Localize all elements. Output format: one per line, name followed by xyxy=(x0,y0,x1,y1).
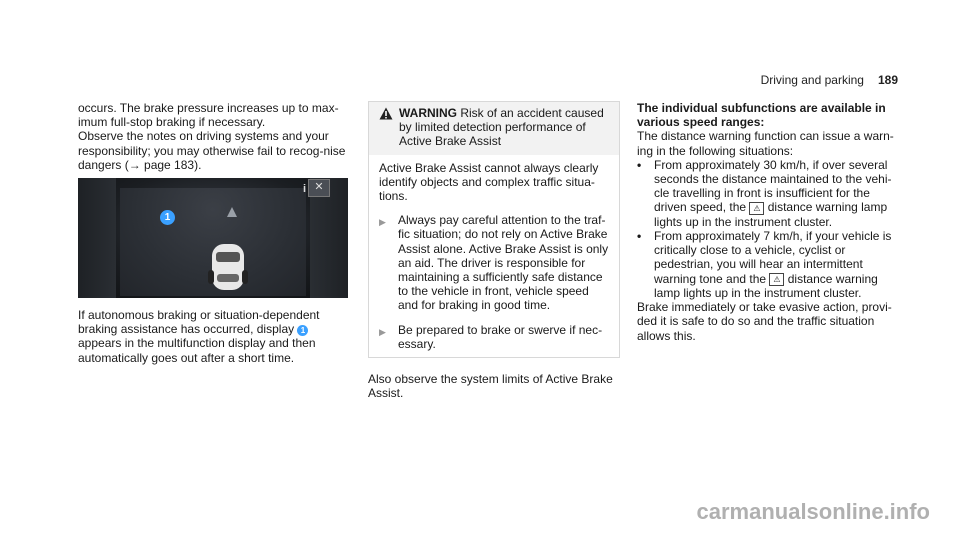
paragraph xyxy=(78,308,354,365)
list-item-text: Always pay careful attention to the traf-fic situation; do not rely on Active Brake Assist alone. Active Brake Assist is only an aid. The driver is responsible for maintaining a sufficiently safe distance to the vehicle in front, vehicle speed and for braking in good time. xyxy=(398,213,609,313)
paragraph-text: appears in the multifunction display and then automatically goes out after a short time. xyxy=(78,336,316,365)
list-item xyxy=(637,158,897,229)
warning-label: WARNING xyxy=(399,106,457,120)
text: From approximately 7 km/h, if your vehicle is critically close to a vehicle, cyclist or pedestrian, you will hear an intermittent warning tone and the xyxy=(654,228,892,286)
distance-warning-lamp-icon: ⚠ xyxy=(769,273,784,286)
page-number: 189 xyxy=(877,73,898,87)
column-2 xyxy=(368,101,620,400)
bullet-icon: • xyxy=(637,228,642,243)
column-3 xyxy=(637,101,897,343)
subheading: The individual subfunctions are available in various speed ranges: xyxy=(637,101,886,130)
warning-box xyxy=(368,101,620,358)
bullet-icon: • xyxy=(637,157,642,172)
paragraph: Also observe the system limits of Active Brake Assist. xyxy=(368,372,613,401)
list-item xyxy=(379,323,609,351)
display-ref-badge: 1 xyxy=(297,325,308,336)
multifunction-display-figure xyxy=(78,178,348,298)
page-header xyxy=(761,73,898,87)
column-1 xyxy=(78,101,354,365)
paragraph-text: If autonomous braking or situation-dependent braking assistance has occurred, display xyxy=(78,308,320,337)
warning-triangle-icon xyxy=(379,107,393,120)
paragraph: occurs. The brake pressure increases up to max-imum full-stop braking if necessary. xyxy=(78,101,339,130)
list-item xyxy=(637,229,897,300)
distance-warning-lamp-icon: ⚠ xyxy=(749,202,764,215)
list-item xyxy=(379,213,609,312)
callout-badge: 1 xyxy=(160,210,175,225)
paragraph: Brake immediately or take evasive action, provi-ded it is safe to do so and the traffic situation allows this. xyxy=(637,300,892,343)
paragraph xyxy=(78,129,354,172)
paragraph: Active Brake Assist cannot always clearly identify objects and complex traffic situa-tions. xyxy=(379,160,599,204)
warning-title xyxy=(399,106,609,149)
warning-body xyxy=(369,155,619,357)
section-title: Driving and parking xyxy=(760,73,864,87)
bullet-list xyxy=(637,158,897,300)
text: From approximately 30 km/h, if over several seconds the distance maintained to the vehi-cle travelling in front is insufficient for the driven speed, the xyxy=(654,157,892,215)
warning-triangle-icon xyxy=(226,206,238,218)
info-icon: i xyxy=(302,183,306,196)
list-item-text: Be prepared to brake or swerve if nec-essary. xyxy=(398,322,603,351)
paragraph-text: Observe the notes on driving systems and your responsibility; you may otherwise fail to recog-nise dangers (→ page 183). xyxy=(78,129,346,172)
car-icon xyxy=(206,240,250,292)
list-item-text xyxy=(654,158,897,229)
text: distance warning lamp lights up in the instrument cluster. xyxy=(654,271,878,300)
text: distance warning lamp lights up in the instrument cluster. xyxy=(654,200,888,229)
figure-left-panel xyxy=(78,178,116,298)
paragraph: The distance warning function can issue a warn-ing in the following situations: xyxy=(637,129,894,158)
watermark: carmanualsonline.info xyxy=(696,499,930,524)
arrow-icon: ▶ xyxy=(379,326,386,337)
warning-title-text: Risk of an accident caused by limited detection performance of Active Brake Assist xyxy=(399,106,604,149)
list-item-text xyxy=(654,229,897,300)
arrow-icon: ▶ xyxy=(379,217,386,228)
warning-header xyxy=(369,102,619,155)
close-icon: ✕ xyxy=(308,179,330,197)
